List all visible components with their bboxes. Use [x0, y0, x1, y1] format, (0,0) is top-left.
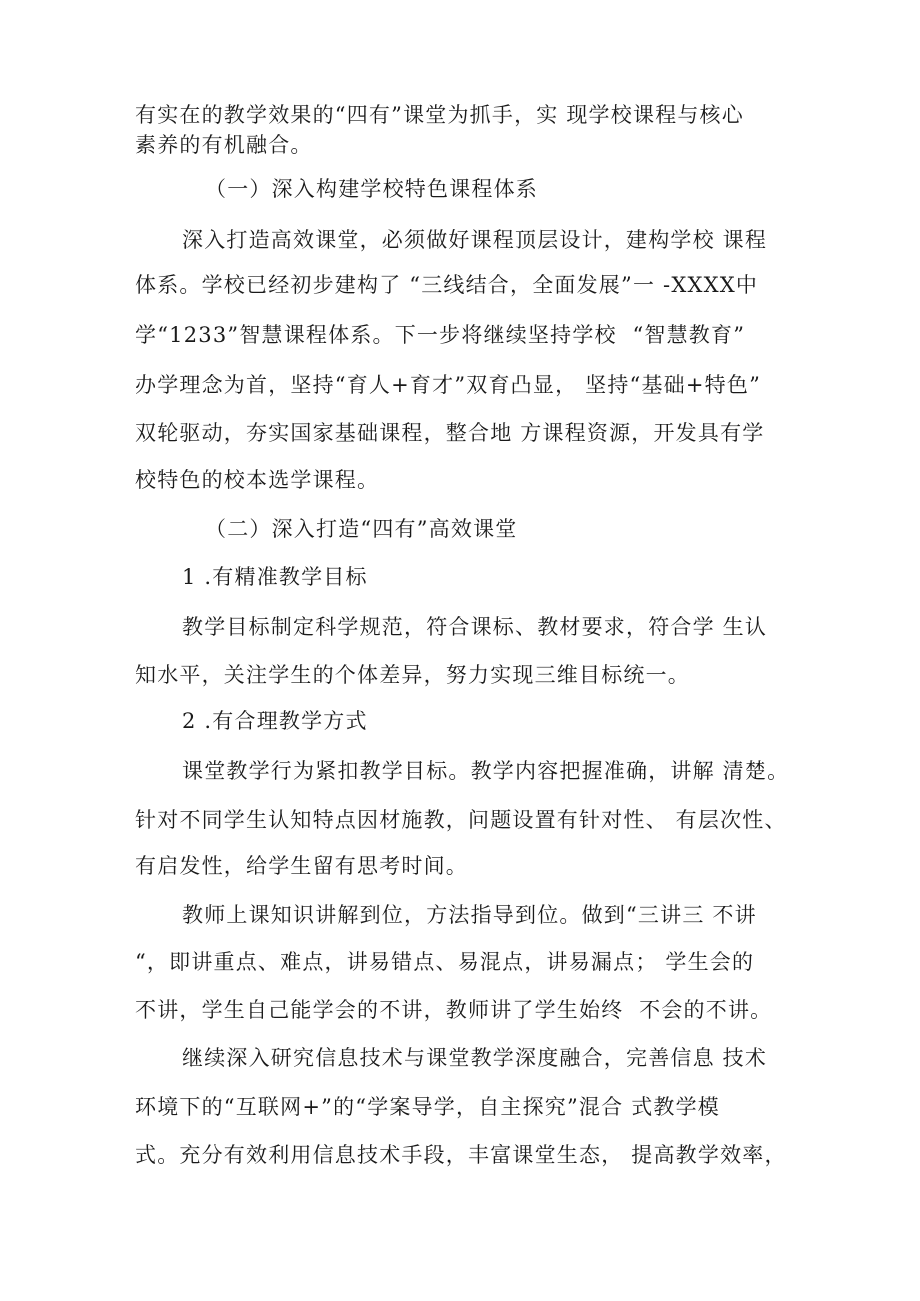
section-heading-1: （一）深入构建学校特色课程体系	[205, 177, 538, 201]
paragraph-line: 继续深入研究信息技术与课堂教学深度融合，完善信息 技术	[182, 1046, 768, 1070]
paragraph-line: 体系。学校已经初步建构了 “三线结合，全面发展”一 -XXXX中	[135, 273, 759, 297]
paragraph-line: 针对不同学生认知特点因材施教，问题设置有针对性、 有层次性、	[135, 808, 787, 832]
paragraph-line: 环境下的“互联网+”的“学案导学，自主探究”混合 式教学模	[135, 1095, 721, 1119]
paragraph-line: 式。充分有效利用信息技术手段，丰富课堂生态， 提高教学效率，	[135, 1143, 787, 1167]
paragraph-line: 教师上课知识讲解到位，方法指导到位。做到“三讲三 不讲	[182, 903, 757, 927]
paragraph-line: 教学目标制定科学规范，符合课标、教材要求，符合学 生认	[182, 615, 768, 639]
section-heading-2: （二）深入打造“四有”高效课堂	[205, 517, 518, 541]
paragraph-line: 知水平，关注学生的个体差异，努力实现三维目标统一。	[135, 663, 690, 687]
paragraph-line: 双轮驱动，夯实国家基础课程，整合地 方课程资源，开发具有学	[135, 421, 765, 445]
paragraph-line: 办学理念为首，坚持“育人+育才”双育凸显， 坚持“基础+特色”	[135, 373, 762, 397]
paragraph-line: “，即讲重点、难点，讲易错点、易混点，讲易漏点； 学生会的	[135, 950, 755, 974]
paragraph-line: 学“1233”智慧课程体系。下一步将继续坚持学校 “智慧教育”	[135, 323, 746, 347]
paragraph-line: 校特色的校本选学课程。	[135, 468, 380, 492]
paragraph-line: 课堂教学行为紧扣教学目标。教学内容把握准确，讲解 清楚。	[182, 759, 790, 783]
paragraph-line: 有启发性，给学生留有思考时间。	[135, 854, 468, 878]
subheading-2: 2 .有合理教学方式	[182, 709, 368, 733]
subheading-1: 1 .有精准教学目标	[182, 565, 368, 589]
paragraph-line: 不讲，学生自己能学会的不讲，教师讲了学生始终 不会的不讲。	[135, 998, 773, 1022]
paragraph-line: 深入打造高效课堂，必须做好课程顶层设计，建构学校 课程	[182, 228, 768, 252]
paragraph-line: 有实在的教学效果的“四有”课堂为抓手，实 现学校课程与核心	[135, 103, 744, 127]
paragraph-line: 素养的有机融合。	[135, 133, 313, 157]
